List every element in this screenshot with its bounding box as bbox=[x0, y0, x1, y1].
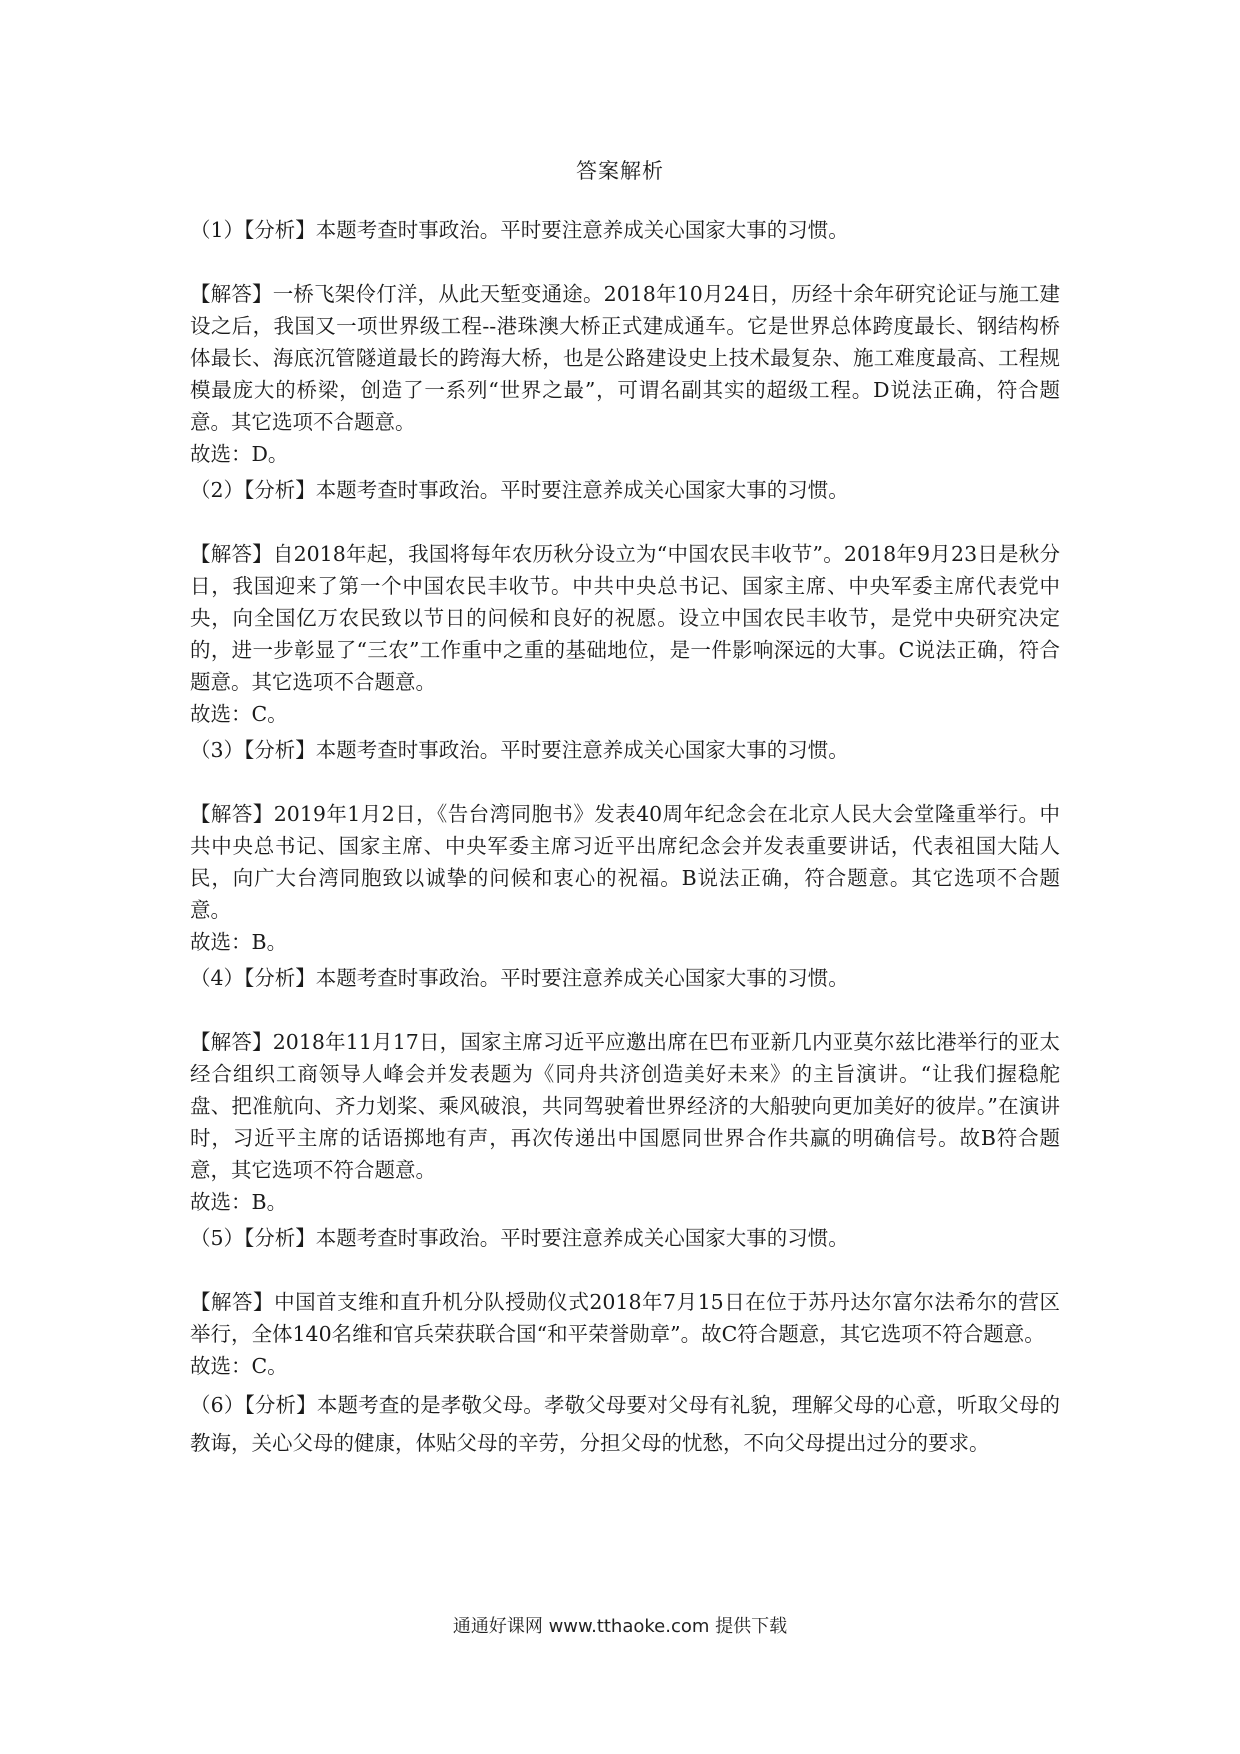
answer-text: 【解答】一桥飞架伶仃洋，从此天堑变通途。2018年10月24日，历经十余年研究论证与施工建设之后，我国又一项世界级工程--港珠澳大桥正式建成通车。它是世界总体跨度最长、钢结构桥体最长、海底沉管隧道最长的跨海大桥，也是公路建设史上技术最复杂、施工难度最高、工程规模最庞大的桥梁，创造了一系列“世界之最”，可谓名副其实的超级工程。D说法正确，符合题意。其它选项不合题意。 bbox=[190, 282, 1060, 434]
question-1 bbox=[190, 214, 1060, 470]
analysis-text: （4）【分析】本题考查时事政治。平时要注意养成关心国家大事的习惯。 bbox=[190, 966, 849, 990]
analysis-text: （6）【分析】本题考查的是孝敬父母。孝敬父母要对父母有礼貌，理解父母的心意，听取父母的教诲，关心父母的健康，体贴父母的辛劳，分担父母的忧愁，不向父母提出过分的要求。 bbox=[190, 1393, 1060, 1455]
analysis-text: （2）【分析】本题考查时事政治。平时要注意养成关心国家大事的习惯。 bbox=[190, 478, 849, 502]
answer-text: 【解答】自2018年起，我国将每年农历秋分设立为“中国农民丰收节”。2018年9月23日是秋分日，我国迎来了第一个中国农民丰收节。中共中央总书记、国家主席、中央军委主席代表党中央，向全国亿万农民致以节日的问候和良好的祝愿。设立中国农民丰收节，是党中央研究决定的，进一步彰显了“三农”工作重中之重的基础地位，是一件影响深远的大事。C说法正确，符合题意。其它选项不合题意。 bbox=[190, 542, 1060, 694]
choice-text: 故选：C。 bbox=[190, 1354, 288, 1378]
question-2 bbox=[190, 474, 1060, 730]
page-title: 答案解析 bbox=[576, 159, 664, 183]
analysis-text: （1）【分析】本题考查时事政治。平时要注意养成关心国家大事的习惯。 bbox=[190, 218, 849, 242]
question-5 bbox=[190, 1222, 1060, 1382]
choice-text: 故选：B。 bbox=[190, 930, 288, 954]
answer-content bbox=[190, 214, 1060, 1462]
choice-text: 故选：B。 bbox=[190, 1190, 288, 1214]
footer-text: 通通好课网 www.tthaoke.com 提供下载 bbox=[452, 1616, 788, 1637]
choice-text: 故选：D。 bbox=[190, 442, 289, 466]
question-6 bbox=[190, 1386, 1060, 1462]
choice-text: 故选：C。 bbox=[190, 702, 288, 726]
answer-text: 【解答】中国首支维和直升机分队授勋仪式2018年7月15日在位于苏丹达尔富尔法希尔的营区举行，全体140名维和官兵荣获联合国“和平荣誉勋章”。故C符合题意，其它选项不符合题意。 bbox=[190, 1290, 1060, 1346]
question-4 bbox=[190, 962, 1060, 1218]
question-3 bbox=[190, 734, 1060, 958]
analysis-text: （5）【分析】本题考查时事政治。平时要注意养成关心国家大事的习惯。 bbox=[190, 1226, 849, 1250]
answer-text: 【解答】2019年1月2日，《告台湾同胞书》发表40周年纪念会在北京人民大会堂隆重举行。中共中央总书记、国家主席、中央军委主席习近平出席纪念会并发表重要讲话，代表祖国大陆人民，向广大台湾同胞致以诚挚的问候和衷心的祝福。B说法正确，符合题意。其它选项不合题意。 bbox=[190, 802, 1060, 922]
answer-text: 【解答】2018年11月17日，国家主席习近平应邀出席在巴布亚新几内亚莫尔兹比港举行的亚太经合组织工商领导人峰会并发表题为《同舟共济创造美好未来》的主旨演讲。“让我们握稳舵盘、把准航向、齐力划桨、乘风破浪，共同驾驶着世界经济的大船驶向更加美好的彼岸。”在演讲时，习近平主席的话语掷地有声，再次传递出中国愿同世界合作共赢的明确信号。故B符合题意，其它选项不符合题意。 bbox=[190, 1030, 1060, 1182]
analysis-text: （3）【分析】本题考查时事政治。平时要注意养成关心国家大事的习惯。 bbox=[190, 738, 849, 762]
